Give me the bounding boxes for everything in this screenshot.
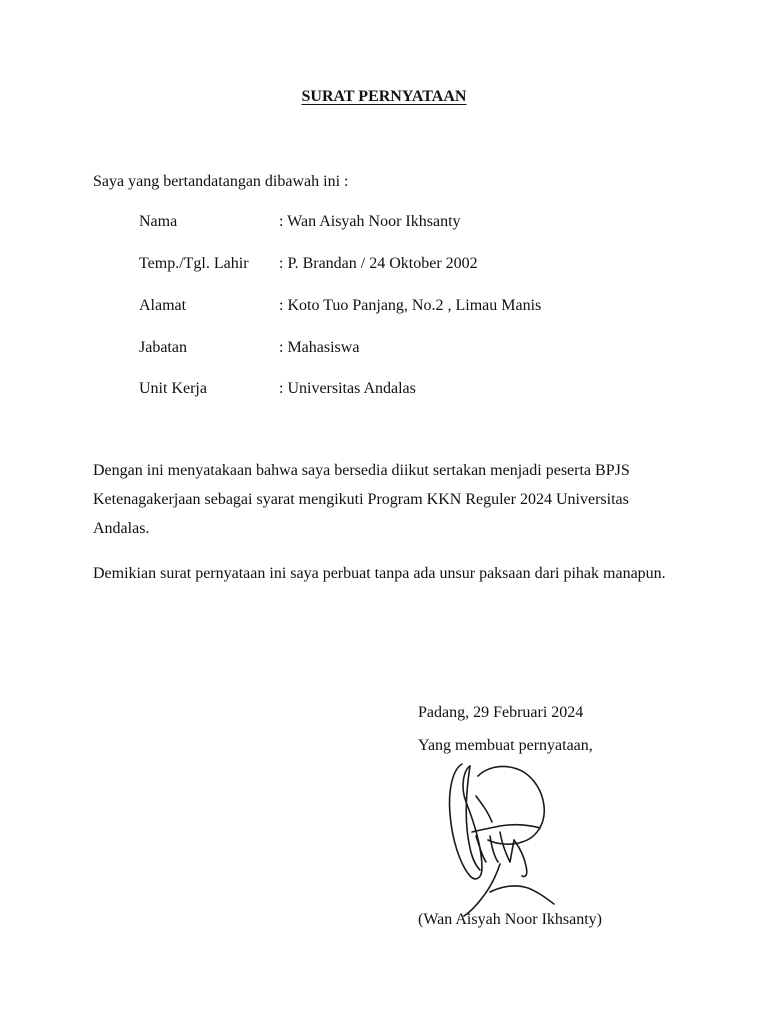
field-unit-kerja — [139, 379, 416, 399]
field-jabatan — [139, 338, 359, 358]
handwritten-signature — [430, 752, 580, 922]
field-value: : P. Brandan / 24 Oktober 2002 — [279, 255, 478, 272]
field-alamat — [139, 296, 541, 316]
document-title: SURAT PERNYATAAN — [301, 88, 467, 105]
field-value: : Mahasiswa — [279, 339, 360, 356]
field-value: : Wan Aisyah Noor Ikhsanty — [279, 213, 461, 230]
field-label: Alamat — [139, 297, 187, 314]
field-value: : Universitas Andalas — [279, 380, 416, 397]
field-label: Jabatan — [139, 339, 187, 356]
field-label: Unit Kerja — [139, 380, 207, 397]
closing-paragraph: Demikian surat pernyataan ini saya perbuat tanpa ada unsur paksaan dari pihak manapun. — [93, 565, 666, 582]
statement-paragraph: Dengan ini menyatakaan bahwa saya bersedia diikut sertakan menjadi peserta BPJS Ketenagakerjaan sebagai syarat mengikuti Program KKN Reguler 2024 Universitas Andalas. — [93, 462, 630, 537]
place-date: Padang, 29 Februari 2024 — [418, 704, 584, 721]
field-label: Nama — [139, 213, 178, 230]
intro-text: Saya yang bertandatangan dibawah ini : — [93, 173, 349, 190]
signer-role: Yang membuat pernyataan, — [418, 737, 593, 754]
signer-name: (Wan Aisyah Noor Ikhsanty) — [418, 911, 603, 928]
field-tempat-tanggal-lahir — [139, 254, 478, 274]
field-nama — [139, 212, 461, 232]
field-label: Temp./Tgl. Lahir — [139, 255, 249, 272]
field-value: : Koto Tuo Panjang, No.2 , Limau Manis — [279, 297, 542, 314]
